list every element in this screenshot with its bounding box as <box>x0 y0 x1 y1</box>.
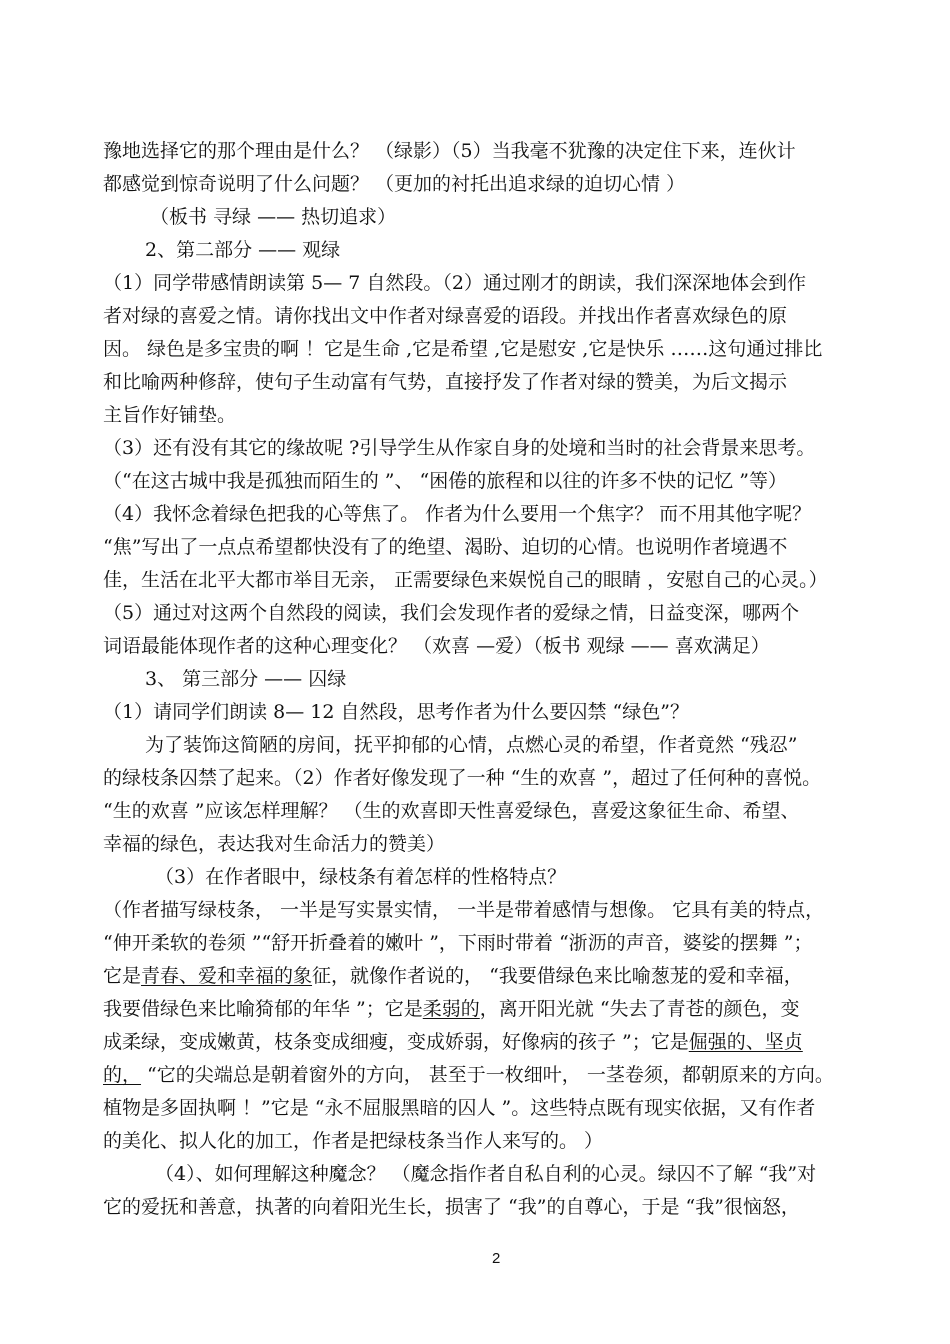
text-line: 它的爱抚和善意，执著的向着阳光生长，损害了 “我”的自尊心，于是 “我”很恼怒， <box>103 1196 800 1218</box>
text-line: 词语最能体现作者的这种心理变化？ （欢喜 —爱）（板书 观绿 —— 喜欢满足） <box>103 635 770 657</box>
text-line <box>103 1030 803 1054</box>
text-line: （1）同学带感情朗读第 5— 7 自然段。（2）通过刚才的朗读，我们深深地体会到作 <box>103 272 806 294</box>
text-line: “伸开柔软的卷须 ”“舒开折叠着的嫩叶 ”，下雨时带着 “浙沥的声音，婆娑的摆舞 ”； <box>103 932 813 954</box>
text-line: （4）我怀念着绿色把我的心等焦了。 作者为什么要用一个焦字？ 而不用其他字呢？ <box>103 503 812 525</box>
text-line: （1）请同学们朗读 8— 12 自然段，思考作者为什么要囚禁 “绿色”？ <box>103 701 689 723</box>
text-line: 因。 绿色是多宝贵的啊 ！它是生命 ,它是希望 ,它是慰安 ,它是快乐 ……这句通过排比 <box>103 338 823 360</box>
text-line: 佳，生活在北平大都市举目无亲， 正需要绿色来娱悦自己的眼睛 ，安慰自己的心灵。） <box>103 569 828 591</box>
text-line: 和比喻两种修辞，使句子生动富有气势，直接抒发了作者对绿的赞美，为后文揭示 <box>103 371 788 393</box>
underlined-phrase: 的， <box>103 1064 142 1086</box>
text-line: 为了装饰这简陋的房间，抚平抑郁的心情，点燃心灵的希望，作者竟然 “残忍” <box>145 734 798 756</box>
text-segment: “它的尖端总是朝着窗外的方向， 甚至于一枚细叶， 一茎卷须，都朝原来的方向。 <box>141 1064 834 1086</box>
underlined-phrase: 倔强的、坚贞 <box>688 1031 803 1053</box>
text-line <box>103 997 800 1021</box>
text-line: （作者描写绿枝条， 一半是写实景实情， 一半是带着感情与想像。 它具有美的特点， <box>103 899 825 921</box>
text-line: （“在这古城中我是孤独而陌生的 ”、 “困倦的旅程和以往的许多不快的记忆 ”等） <box>103 470 787 492</box>
text-line: 植物是多固执啊 ！”它是 “永不屈服黑暗的囚人 ”。这些特点既有现实依据，又有作者 <box>103 1097 816 1119</box>
text-line: （3）在作者眼中，绿枝条有着怎样的性格特点？ <box>155 866 567 888</box>
text-line <box>103 1063 834 1087</box>
text-line: 幸福的绿色，表达我对生命活力的赞美） <box>103 833 446 855</box>
text-segment: 它是 <box>103 965 142 987</box>
underlined-phrase: 青春、爱和幸福的象 <box>141 965 313 987</box>
text-line: 者对绿的喜爱之情。请你找出文中作者对绿喜爱的语段。并找出作者喜欢绿色的原 <box>103 305 788 327</box>
text-line: “生的欢喜 ”应该怎样理解？ （生的欢喜即天性喜爱绿色，喜爱这象征生命、希望、 <box>103 800 800 822</box>
text-line: （5）通过对这两个自然段的阅读，我们会发现作者的爱绿之情，日益变深，哪两个 <box>103 602 800 624</box>
text-segment: 征，就像作者说的， “我要借绿色来比喻葱茏的爱和幸福， <box>312 965 803 987</box>
section-heading: 2、第二部分 —— 观绿 <box>145 239 341 261</box>
text-line: （板书 寻绿 —— 热切追求） <box>150 206 397 228</box>
text-line: （4）、如何理解这种魔念？ （魔念指作者自私自利的心灵。绿囚不了解 “我”对 <box>155 1163 817 1185</box>
text-segment: 成柔绿，变成嫩黄，枝条变成细瘦，变成娇弱，好像病的孩子 ”；它是 <box>103 1031 689 1053</box>
text-line: 主旨作好铺垫。 <box>103 404 237 426</box>
text-line: “焦”写出了一点点希望都快没有了的绝望、渴盼、迫切的心情。也说明作者境遇不 <box>103 536 788 558</box>
text-segment: ，离开阳光就 “失去了青苍的颜色，变 <box>479 998 800 1020</box>
text-line: 都感觉到惊奇说明了什么问题？ （更加的衬托出追求绿的迫切心情 ） <box>103 173 686 195</box>
text-line: 的绿枝条囚禁了起来。（2）作者好像发现了一种 “生的欢喜 ”，超过了任何种的喜悦。 <box>103 767 822 789</box>
underlined-phrase: 柔弱的 <box>422 998 480 1020</box>
text-segment: 我要借绿色来比喻猗郁的年华 ”；它是 <box>103 998 423 1020</box>
text-line: 豫地选择它的那个理由是什么？ （绿影）（5）当我毫不犹豫的决定住下来，连伙计 <box>103 140 796 162</box>
section-heading: 3、 第三部分 —— 囚绿 <box>145 668 347 690</box>
text-line <box>103 964 803 988</box>
text-line: （3）还有没有其它的缘故呢 ?引导学生从作家自身的处境和当时的社会背景来思考。 <box>103 437 816 459</box>
page-number: 2 <box>492 1250 501 1267</box>
text-line: 的美化、拟人化的加工，作者是把绿枝条当作人来写的。 ） <box>103 1130 604 1152</box>
